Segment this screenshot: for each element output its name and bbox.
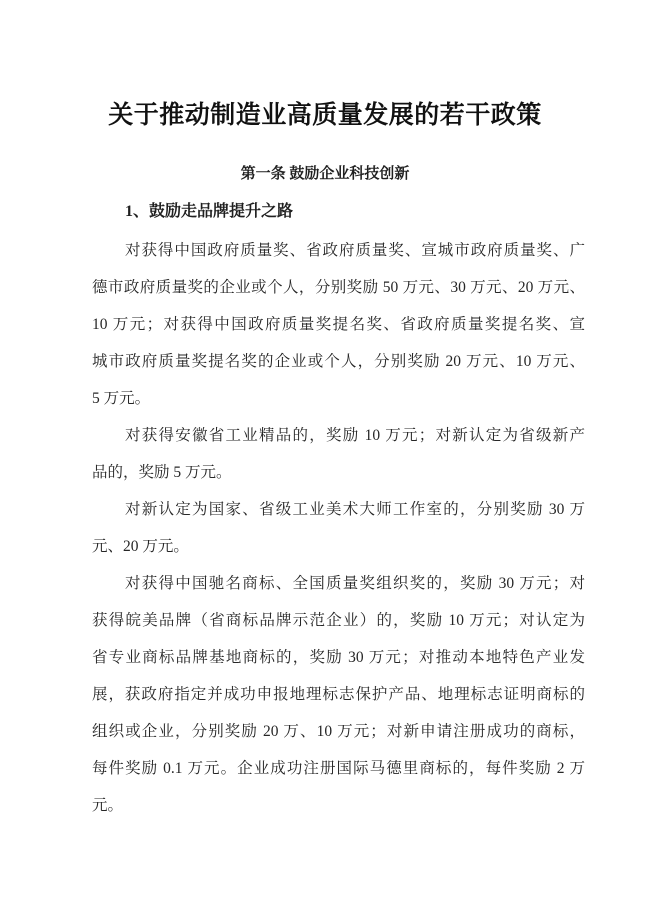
body-line: 对获得安徽省工业精品的，奖励 10 万元；对新认定为省级新产: [125, 427, 585, 444]
paragraph: [92, 565, 585, 824]
paragraph: [92, 491, 585, 565]
body-line: 德市政府质量奖的企业或个人，分别奖励 50 万元、30 万元、20 万元、: [92, 279, 585, 296]
document-body: [92, 232, 585, 824]
body-line: 品的，奖励 5 万元。: [92, 464, 232, 481]
body-line: 展，获政府指定并成功申报地理标志保护产品、地理标志证明商标的: [92, 686, 585, 703]
body-line: 5 万元。: [92, 390, 151, 407]
body-line: 每件奖励 0.1 万元。企业成功注册国际马德里商标的，每件奖励 2 万: [92, 760, 585, 777]
body-line: 对新认定为国家、省级工业美术大师工作室的，分别奖励 30 万: [125, 501, 585, 518]
body-line: 城市政府质量奖提名奖的企业或个人，分别奖励 20 万元、10 万元、: [92, 353, 585, 370]
body-line: 10 万元；对获得中国政府质量奖提名奖、省政府质量奖提名奖、宣: [92, 316, 585, 333]
body-line: 获得皖美品牌（省商标品牌示范企业）的，奖励 10 万元；对认定为: [92, 612, 585, 629]
body-line: 对获得中国政府质量奖、省政府质量奖、宣城市政府质量奖、广: [125, 242, 585, 259]
clause-heading: 1、鼓励走品牌提升之路: [125, 203, 294, 220]
document-title: 关于推动制造业高质量发展的若干政策: [108, 102, 542, 129]
section-heading: 第一条 鼓励企业科技创新: [240, 166, 410, 182]
body-line: 元、20 万元。: [92, 538, 189, 555]
body-line: 省专业商标品牌基地商标的，奖励 30 万元；对推动本地特色产业发: [92, 649, 585, 666]
paragraph: [92, 232, 585, 417]
body-line: 组织或企业，分别奖励 20 万、10 万元；对新申请注册成功的商标，: [92, 723, 585, 740]
body-line: 元。: [92, 797, 124, 814]
body-line: 对获得中国驰名商标、全国质量奖组织奖的，奖励 30 万元；对: [125, 575, 585, 592]
paragraph: [92, 417, 585, 491]
